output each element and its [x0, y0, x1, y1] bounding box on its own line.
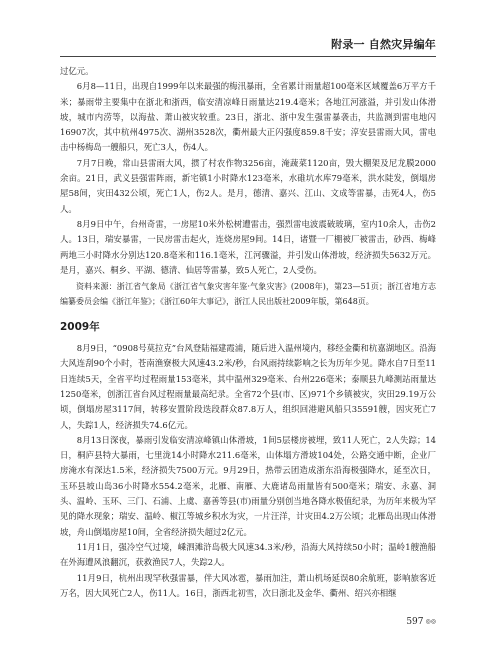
- paragraph-june: 6月8—11日，出现自1999年以来最强的梅汛暴雨，全省累计雨量超100毫米区域覆盖6万平方千米；暴雨带主要集中在浙北和浙西，临安清凉峰日雨量达219.4毫米；各地江河涨溢，并引发山体滑坡，城市内涝等，以海盐、萧山被灾较重。23日，浙北、浙中发生强雷暴袭击，共监测到雷电地闪16907次，其中杭州4975次、湖州3528次，衢州最大正闪强度859.8千安；淳安县雷雨大风，雷电击中杨梅岛一艘船只，死亡3人，伤4人。: [60, 81, 436, 153]
- running-header-title: 附录一 自然灾异编年: [331, 38, 436, 51]
- running-header: [60, 36, 436, 54]
- paragraph-august-2008: 8月9日中午，台州奇雷，一房屋10米外松树遭雷击，强烈雷电波震破玻璃，室内10余人，击伤2人。13日，瑞安暴雷，一民房雷击起火，连烧房屋9间。14日，诸暨一厂棚被厂被雷击，砂西、梅峰两地三小时降水分别达120.8毫米和116.1毫米，江河骤溢，并引发山体滑坡，经济损失5632万元。是月，嘉兴、桐乡、平湖、德清、仙居等雷暴，致5人死亡，2人受伤。: [60, 218, 436, 275]
- paragraph-august-13: 8月13日深夜，暴雨引发临安清凉峰镇山体滑坡，1间5层楼房被埋，致11人死亡，2人失踪；14日，桐庐县特大暴雨，七里泷14小时降水211.6毫米，山体塌方滑坡104处，公路交通中断，企业厂房淹水有深达1.5米，经济损失7500万元。9月29日，热带云团造成浙东沿海极强降水，延至次日，玉环县坡山岛36小时降水554.2毫米，北雁、南雁、大鹿诸岛雨量皆有500毫米；瑞安、永嘉、洞头、温岭、玉环、三门、石浦、上虞、嘉善等县(市)雨量分别创当地各降水极值纪录，为历年来极为罕见的降水现象；瑞安、温岭、椒江等城乡积水为灾，一片汪洋，计灾田4.2万公顷；北雁岛出现山体滑坡，舟山倒塌房屋10间，全省经济损失超过2亿元。: [60, 434, 436, 537]
- paragraph-november-1: 11月1日，强冷空气过境，嵊泗滩浒岛极大风速34.3米/秒，沿海大风持续50小时；温岭1艘渔船在外海遭风浪翻沉，获救渔民7人，失踪2人。: [60, 541, 436, 568]
- year-heading: 2009年: [60, 320, 100, 333]
- page-number: [406, 617, 436, 627]
- paragraph-typhoon-morakot: 8月9日，“0908号莫拉克”台风登陆福建霞浦，随后进入温州境内，移经金衢和杭嘉湖地区。沿海大风连刮90个小时，苍南渔寮极大风速43.2米/秒，台风雨持续影响之长为历年少见。降水自7日至11日连续5天，全省平均过程雨量153毫米，其中温州329毫米、台州226毫米；泰顺县九峰测站雨量达1250毫米，创浙江省台风过程雨量最高纪录。全省72个县(市、区)971个乡镇被灾，灾田29.19万公顷，倒塌房屋3117间，转移安置阶段迭段群众87.8万人，组织回港避风船只35591艘，因灾死亡7人，失踪1人，经济损失74.6亿元。: [60, 343, 436, 430]
- paragraph-continuation: 过亿元。: [60, 66, 94, 76]
- page-number-mark: ◎◎: [425, 618, 436, 625]
- paragraph-november-9: 11月9日，杭州出现罕秋强雷暴，伴大风冰雹，暴雨加注，萧山机场延误80余航班，影响旅客近万名，因大风死亡2人，伤11人。16日，浙西北初雪，次日浙北及金华、衢州、绍兴亦相继: [60, 572, 436, 598]
- paragraph-july: 7月7日晚，常山县雷雨大风，掼了村农作物3256亩，淹蔬菜1120亩，毁大棚架及尼龙膜2000余亩。21日，武义县强雷阵雨，新宅镇1小时降水123毫米，水碓坑水库79毫米，洪水陡发，倒塌房屋58间，灾田432公顷，死亡1人，伤2人。是月，德清、嘉兴、江山、文成等雷暴，击死4人，伤5人。: [60, 157, 436, 214]
- source-note: 资料来源：浙江省气象局《浙江省气象灾害年鉴·气象灾害》(2008年)，第23—51页；浙江省地方志编纂委员会编《浙江年鉴》；《浙江60年大事记》，浙江人民出版社2009年版，第648页。: [60, 282, 436, 307]
- body-text: [60, 64, 436, 601]
- header-rule: [60, 56, 436, 57]
- page-number-value: 597: [406, 617, 424, 627]
